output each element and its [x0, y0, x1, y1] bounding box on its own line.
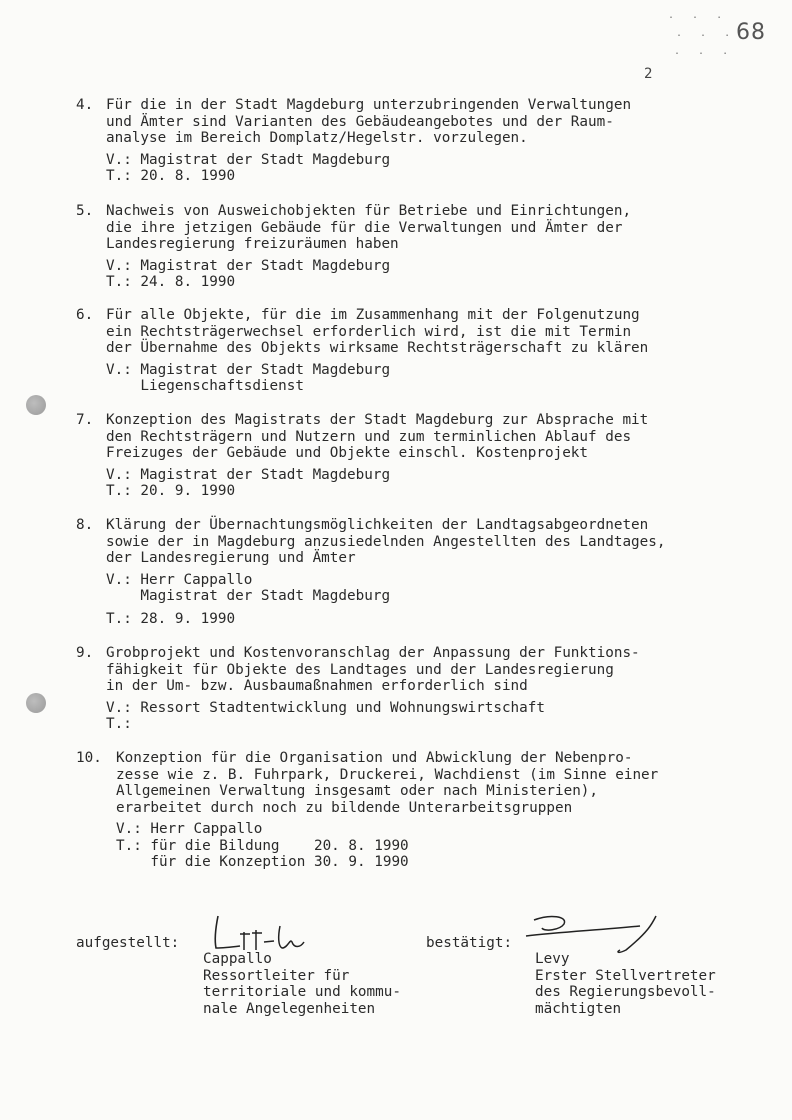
archive-marks-2: . . . — [676, 28, 737, 39]
signature-block-left: Cappallo Ressortleiter für territoriale und kommu- nale Angelegenheiten — [203, 951, 401, 1017]
page-number: 2 — [644, 66, 653, 82]
item-number: 7. — [76, 412, 94, 428]
list-item — [76, 645, 756, 733]
punch-hole-bottom — [26, 693, 46, 713]
item-deadline: T.: 20. 8. 1990 — [106, 168, 236, 184]
item-responsible: V.: Magistrat der Stadt Magdeburg — [106, 151, 391, 168]
list-item — [76, 412, 756, 500]
item-number: 6. — [76, 307, 94, 323]
item-text: Konzeption für die Organisation und Abwicklung der Nebenpro- zesse wie z. B. Fuhrpark, Druckerei, Wachdienst (im Sinne einer Allgemeinen Verwaltung insgesamt oder nach Ministerien), erarbeitet durch noch zu bildende Unterarbeitsgruppen — [116, 750, 659, 816]
signature-label-right: bestätigt: — [426, 935, 513, 951]
item-number: 10. — [76, 750, 102, 766]
archive-number: 68 — [736, 20, 766, 45]
item-number: 9. — [76, 645, 94, 661]
item-text: Grobprojekt und Kostenvoranschlag der Anpassung der Funktions- fähigkeit für Objekte des Landtages und der Landesregierung in der Um- bzw. Ausbaumaßnahmen erforderlich sind — [106, 645, 640, 694]
item-responsible: V.: Magistrat der Stadt Magdeburg Liegenschaftsdienst — [106, 361, 391, 394]
list-item — [76, 750, 756, 871]
punch-hole-top — [26, 395, 46, 415]
item-deadline: T.: 20. 9. 1990 — [106, 483, 236, 499]
item-responsible: V.: Herr Cappallo — [116, 821, 263, 837]
item-text: Konzeption des Magistrats der Stadt Magdeburg zur Absprache mit den Rechtsträgern und Nutzern und zum terminlichen Ablauf des Freizuges der Gebäude und Objekte einschl. Kostenprojekt — [106, 412, 649, 461]
signature-block-right: Levy Erster Stellvertreter des Regierungsbevoll- mächtigten — [535, 951, 716, 1017]
list-item — [76, 307, 756, 395]
item-responsible: V.: Magistrat der Stadt Magdeburg — [106, 466, 391, 483]
list-item — [76, 97, 756, 185]
item-responsible: V.: Herr Cappallo Magistrat der Stadt Magdeburg — [106, 571, 391, 604]
list-item — [76, 517, 756, 627]
item-deadline: T.: für die Bildung 20. 8. 1990 für die Konzeption 30. 9. 1990 — [116, 837, 409, 870]
item-deadline: T.: 28. 9. 1990 — [106, 610, 236, 627]
archive-marks-3: . . . — [674, 46, 735, 57]
item-text: Für die in der Stadt Magdeburg unterzubringenden Verwaltungen und Ämter sind Varianten des Gebäudeangebotes und der Raum- analyse im Bereich Domplatz/Hegelstr. vorzulegen. — [106, 97, 632, 146]
item-responsible: V.: Magistrat der Stadt Magdeburg — [106, 257, 391, 274]
item-text: Klärung der Übernachtungsmöglichkeiten der Landtagsabgeordneten sowie der in Magdeburg anzusiedelnden Angestellten des Landtages, der Landesregierung und Ämter — [106, 517, 666, 566]
signature-label-left: aufgestellt: — [76, 935, 180, 951]
item-deadline: T.: — [106, 716, 132, 732]
item-deadline: T.: 24. 8. 1990 — [106, 274, 236, 290]
list-item — [76, 203, 756, 291]
item-text: Für alle Objekte, für die im Zusammenhang mit der Folgenutzung ein Rechtsträgerwechsel erforderlich wird, ist die mit Termin der Übernahme des Objekts wirksame Rechtsträgerschaft zu klären — [106, 307, 649, 356]
archive-marks: . . . — [668, 10, 729, 21]
item-text: Nachweis von Ausweichobjekten für Betriebe und Einrichtungen, die ihre jetzigen Gebäude für die Verwaltungen und Ämter der Landesregierung freizuräumen haben — [106, 203, 632, 252]
item-responsible: V.: Ressort Stadtentwicklung und Wohnungswirtschaft — [106, 699, 545, 716]
item-number: 5. — [76, 203, 94, 219]
item-number: 4. — [76, 97, 94, 113]
item-number: 8. — [76, 517, 94, 533]
